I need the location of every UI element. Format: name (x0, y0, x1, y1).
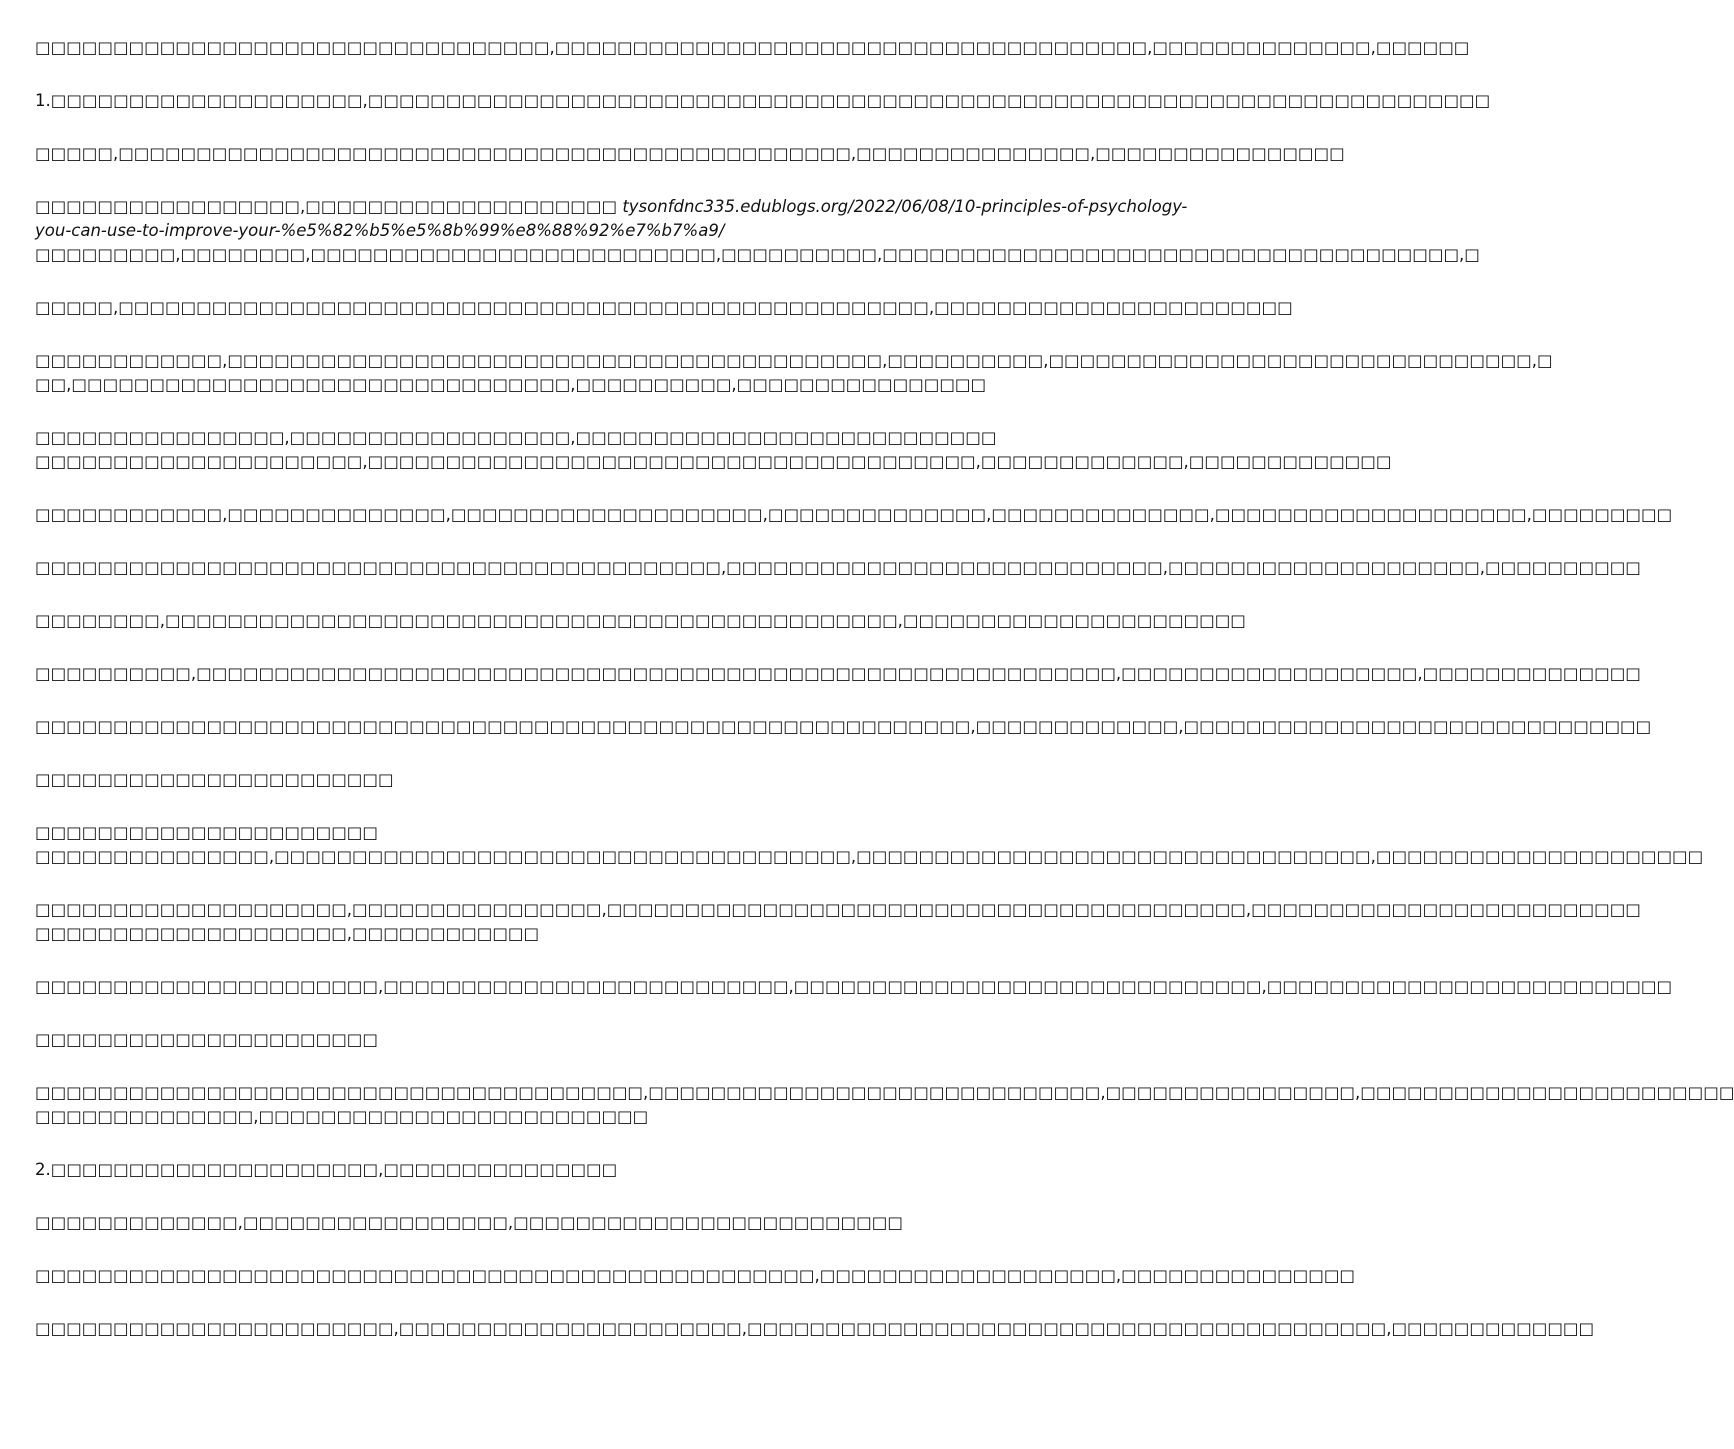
text-fragment: □□□□□□□□□□□□□□□□□,□□□□□□□□□□□□□□□□□□□□ (35, 197, 618, 216)
paragraph (35, 898, 1641, 946)
text-line: □□□□□□□□□□□□□□□□□□□□□□□□□□□□□□□□□,□□□□□□□□□□□□□□□□□□□□□□□□□□□□□□□□□□□□□□,□□□□□□□□□□□□□□,□□□□□□ (35, 38, 1470, 57)
text-line: □□□□□□□□□□□□□□□□□□□□,□□□□□□□□□□□□□□□□,□□□□□□□□□□□□□□□□□□□□□□□□□□□□□□□□□□□□□□□□□,□□□□□□□□□□□□□□□□□□□□□□□□□ (35, 900, 1641, 919)
text-line: □□□□□□□□□□□□□□□□□□□□□□□□□□□□□□□□□□□□□□□□□□□□□□□□□□,□□□□□□□□□□□□□□□□□□□,□□□□□□□□□□□□□□□ (35, 1266, 1356, 1285)
text-line: □□□□□□□□□□□□□□□□□□□□□□ (35, 823, 378, 842)
text-line: □□□□□□□□□□□□□□□□□□□□□□□,□□□□□□□□□□□□□□□□□□□□□□,□□□□□□□□□□□□□□□□□□□□□□□□□□□□□□□□□□□□□□□□□,□□□□□□□□□□□□□ (35, 1319, 1595, 1338)
text-line: □□,□□□□□□□□□□□□□□□□□□□□□□□□□□□□□□□□,□□□□□□□□□□,□□□□□□□□□□□□□□□□ (35, 375, 987, 394)
paragraph (35, 349, 1553, 397)
paragraph (35, 36, 1470, 60)
text-line: □□□□□□□□□□□□□,□□□□□□□□□□□□□□□□□,□□□□□□□□□□□□□□□□□□□□□□□□□ (35, 1213, 903, 1232)
text-line: 1.□□□□□□□□□□□□□□□□□□□□,□□□□□□□□□□□□□□□□□□□□□□□□□□□□□□□□□□□□□□□□□□□□□□□□□□□□□□□□□□□□□□□□□□□□□□□□ (35, 91, 1491, 110)
paragraph (35, 1158, 989, 1182)
text-line: □□□□□□□□,□□□□□□□□□□□□□□□□□□□□□□□□□□□□□□□□□□□□□□□□□□□□□□□,□□□□□□□□□□□□□□□□□□□□□□ (35, 611, 1246, 630)
text-line: □□□□□□□□□□□□□□,□□□□□□□□□□□□□□□□□□□□□□□□□ (35, 1107, 649, 1126)
text-line: □□□□□,□□□□□□□□□□□□□□□□□□□□□□□□□□□□□□□□□□□□□□□□□□□□□□□□□□□□,□□□□□□□□□□□□□□□□□□□□□□□ (35, 298, 1293, 317)
paragraph (35, 503, 1673, 527)
text-line: □□□□□□□□□□□□□□□□□□□□,□□□□□□□□□□□□ (35, 924, 540, 943)
paragraph (35, 89, 1491, 113)
text-line: □□□□□□□□□□□□□□□□□□□□□□ (35, 1030, 378, 1049)
text-line: □□□□□□□□□□□□□□□□□□□□□□□ (35, 770, 394, 789)
paragraph (35, 609, 1246, 633)
paragraph (35, 821, 1704, 869)
paragraph-with-link (35, 195, 1480, 267)
paragraph (35, 556, 1641, 580)
text-line: □□□□□□□□□□□□□□□,□□□□□□□□□□□□□□□□□□□□□□□□□□□□□□□□□□□□□,□□□□□□□□□□□□□□□□□□□□□□□□□□□□□□□□□,□□□□□□□□□□□□□□□□□□□□□ (35, 847, 1704, 866)
document-body (35, 36, 1734, 1370)
paragraph (35, 662, 1641, 686)
paragraph (35, 1317, 1595, 1341)
text-line: □□□□□□□□□□□□,□□□□□□□□□□□□□□,□□□□□□□□□□□□□□□□□□□□,□□□□□□□□□□□□□□,□□□□□□□□□□□□□□,□□□□□□□□□□□□□□□□□□□□,□□□□□□□□□ (35, 505, 1673, 524)
article-link-continuation[interactable]: you-can-use-to-improve-your-%e5%82%b5%e5%8b%99%e8%88%92%e7%b7%a9/ (35, 221, 725, 240)
text-line: □□□□□□□□□□□□□□□□□□□□□□□□□□□□□□□□□□□□□□□□□□□□□□□□□□□□□□□□□□□□,□□□□□□□□□□□□□,□□□□□□□□□□□□□□□□□□□□□□□□□□□□□□ (35, 717, 1652, 736)
text-line: □□□□□□□□□□□□□□□□,□□□□□□□□□□□□□□□□□□,□□□□□□□□□□□□□□□□□□□□□□□□□□□ (35, 428, 997, 447)
paragraph (35, 715, 1652, 739)
text-line: □□□□□□□□□□□□□□□□□□□□□□□□□□□□□□□□□□□□□□□,□□□□□□□□□□□□□□□□□□□□□□□□□□□□□,□□□□□□□□□□□□□□□□,□□□□□□□□□□□□□□□□□□□□□□□□ (35, 1083, 1734, 1102)
paragraph (35, 426, 1392, 474)
text-line: □□□□□□□□□□□□□□□□□□□□□□,□□□□□□□□□□□□□□□□□□□□□□□□□□,□□□□□□□□□□□□□□□□□□□□□□□□□□□□□□,□□□□□□□□□□□□□□□□□□□□□□□□□□ (35, 977, 1673, 996)
text-line: □□□□□□□□□□,□□□□□□□□□□□□□□□□□□□□□□□□□□□□□□□□□□□□□□□□□□□□□□□□□□□□□□□□□□□,□□□□□□□□□□□□□□□□□□□,□□□□□□□□□□□□□□ (35, 664, 1641, 683)
paragraph (35, 296, 1293, 320)
paragraph (35, 1211, 989, 1235)
text-line (35, 219, 989, 243)
article-link[interactable]: tysonfdnc335.edublogs.org/2022/06/08/10-principles-of-psychology- (622, 197, 1188, 216)
paragraph (35, 142, 1345, 166)
text-line (35, 195, 1188, 219)
text-line: □□□□□□□□□□□□□□□□□□□□□□□□□□□□□□□□□□□□□□□□□□□□,□□□□□□□□□□□□□□□□□□□□□□□□□□□□,□□□□□□□□□□□□□□□□□□□□,□□□□□□□□□□ (35, 558, 1641, 577)
paragraph (35, 1264, 1356, 1288)
text-line: □□□□□□□□□□□□□□□□□□□□□,□□□□□□□□□□□□□□□□□□□□□□□□□□□□□□□□□□□□□□□,□□□□□□□□□□□□□,□□□□□□□□□□□□□ (35, 452, 1392, 471)
paragraph (35, 975, 1673, 999)
paragraph (35, 1028, 989, 1052)
paragraph (35, 1081, 1734, 1129)
text-line: □□□□□□□□□□□□,□□□□□□□□□□□□□□□□□□□□□□□□□□□□□□□□□□□□□□□□□□,□□□□□□□□□□,□□□□□□□□□□□□□□□□□□□□□□□□□□□□□□□,□ (35, 351, 1553, 370)
paragraph (35, 768, 989, 792)
text-line: 2.□□□□□□□□□□□□□□□□□□□□□,□□□□□□□□□□□□□□□ (35, 1160, 618, 1179)
text-line: □□□□□,□□□□□□□□□□□□□□□□□□□□□□□□□□□□□□□□□□□□□□□□□□□□□□□,□□□□□□□□□□□□□□□,□□□□□□□□□□□□□□□□ (35, 144, 1345, 163)
text-line: □□□□□□□□□,□□□□□□□□,□□□□□□□□□□□□□□□□□□□□□□□□□□,□□□□□□□□□□,□□□□□□□□□□□□□□□□□□□□□□□□□□□□□□□□□□□□□,□ (35, 245, 1480, 264)
